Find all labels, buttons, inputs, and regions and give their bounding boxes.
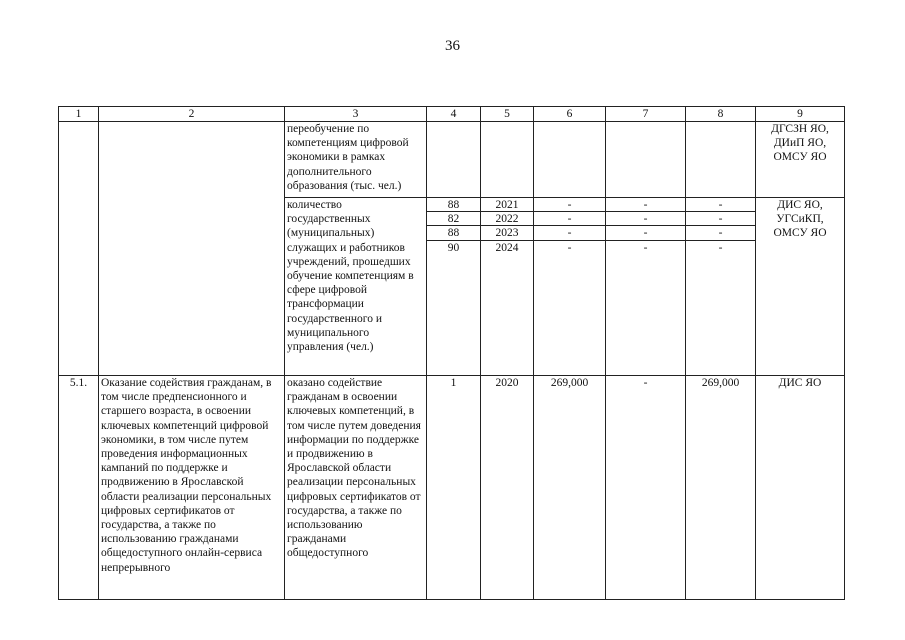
amount-cell: 269,000 <box>534 376 606 600</box>
value-column <box>427 198 481 376</box>
year-cell: 2022 <box>481 212 533 226</box>
amount-cell: - <box>643 241 648 254</box>
cell-empty <box>59 122 99 376</box>
year-column <box>481 198 534 376</box>
cell-empty <box>427 122 481 198</box>
year-cell: 2021 <box>481 198 533 212</box>
header-cell-5: 5 <box>481 107 534 122</box>
header-cell-6: 6 <box>534 107 606 122</box>
amount-cell: - <box>686 212 755 226</box>
amount-cell: - <box>686 226 755 240</box>
header-cell-2: 2 <box>99 107 285 122</box>
indicator-text: количество государственных (муниципальных) служащих и работников учреждений, прошедших обучение компетенциям в сфере цифровой трансформации государственного и муниципального управления (чел.) <box>285 198 427 376</box>
amount-cell: 269,000 <box>686 376 756 600</box>
year-cell: 2023 <box>481 226 533 240</box>
header-cell-4: 4 <box>427 107 481 122</box>
header-cell-8: 8 <box>686 107 756 122</box>
amount-cell: - <box>606 198 685 212</box>
indicator-text: переобучение по компетенциям цифровой экономики в рамках дополнительного образования (тыс. чел.) <box>285 122 427 198</box>
header-cell-7: 7 <box>606 107 686 122</box>
header-row <box>59 107 845 122</box>
measure-text: Оказание содействия гражданам, в том числе предпенсионного и старшего возраста, в освоении ключевых компетенций цифровой экономики, в том числе путем проведения информационных кампаний по поддержке и продвижению в Ярославской области реализации персональных цифровых сертификатов от государства, а также по использованию гражданами общедоступного онлайн-сервиса непрерывного <box>99 376 285 600</box>
header-cell-9: 9 <box>756 107 845 122</box>
amount-cell: - <box>718 241 723 254</box>
year-cell: 2020 <box>481 376 534 600</box>
page-number: 36 <box>445 38 460 54</box>
year-cell: 2024 <box>495 241 519 254</box>
responsible-text: ДГСЗН ЯО, ДИиП ЯО, ОМСУ ЯО <box>756 122 845 198</box>
cell-empty <box>481 122 534 198</box>
value-cell: 90 <box>447 241 460 254</box>
table-row <box>59 122 845 198</box>
amount-cell: - <box>534 212 605 226</box>
measures-table <box>58 106 845 600</box>
responsible-text: ДИС ЯО <box>756 376 845 600</box>
amount-cell: - <box>606 226 685 240</box>
indicator-text: оказано содействие гражданам в освоении ключевых компетенций, в том числе путем доведения информации по поддержке и продвижению в Ярославской области реализации персональных цифровых сертификатов от государства, а также по использованию гражданами общедоступного <box>285 376 427 600</box>
value-cell: 1 <box>427 376 481 600</box>
cell-empty <box>534 122 606 198</box>
amount-column <box>534 198 606 376</box>
amount-cell: - <box>606 376 686 600</box>
amount-column <box>606 198 686 376</box>
value-cell: 88 <box>427 226 480 240</box>
header-cell-3: 3 <box>285 107 427 122</box>
cell-empty <box>686 122 756 198</box>
header-cell-1: 1 <box>59 107 99 122</box>
cell-empty <box>606 122 686 198</box>
cell-empty <box>99 122 285 376</box>
item-number: 5.1. <box>59 376 99 600</box>
table-row <box>59 376 845 600</box>
value-cell: 88 <box>427 198 480 212</box>
amount-cell: - <box>534 226 605 240</box>
amount-cell: - <box>567 241 572 254</box>
amount-cell: - <box>534 198 605 212</box>
responsible-text: ДИС ЯО, УГСиКП, ОМСУ ЯО <box>756 198 845 376</box>
amount-cell: - <box>686 198 755 212</box>
value-cell: 82 <box>427 212 480 226</box>
amount-column <box>686 198 756 376</box>
amount-cell: - <box>606 212 685 226</box>
